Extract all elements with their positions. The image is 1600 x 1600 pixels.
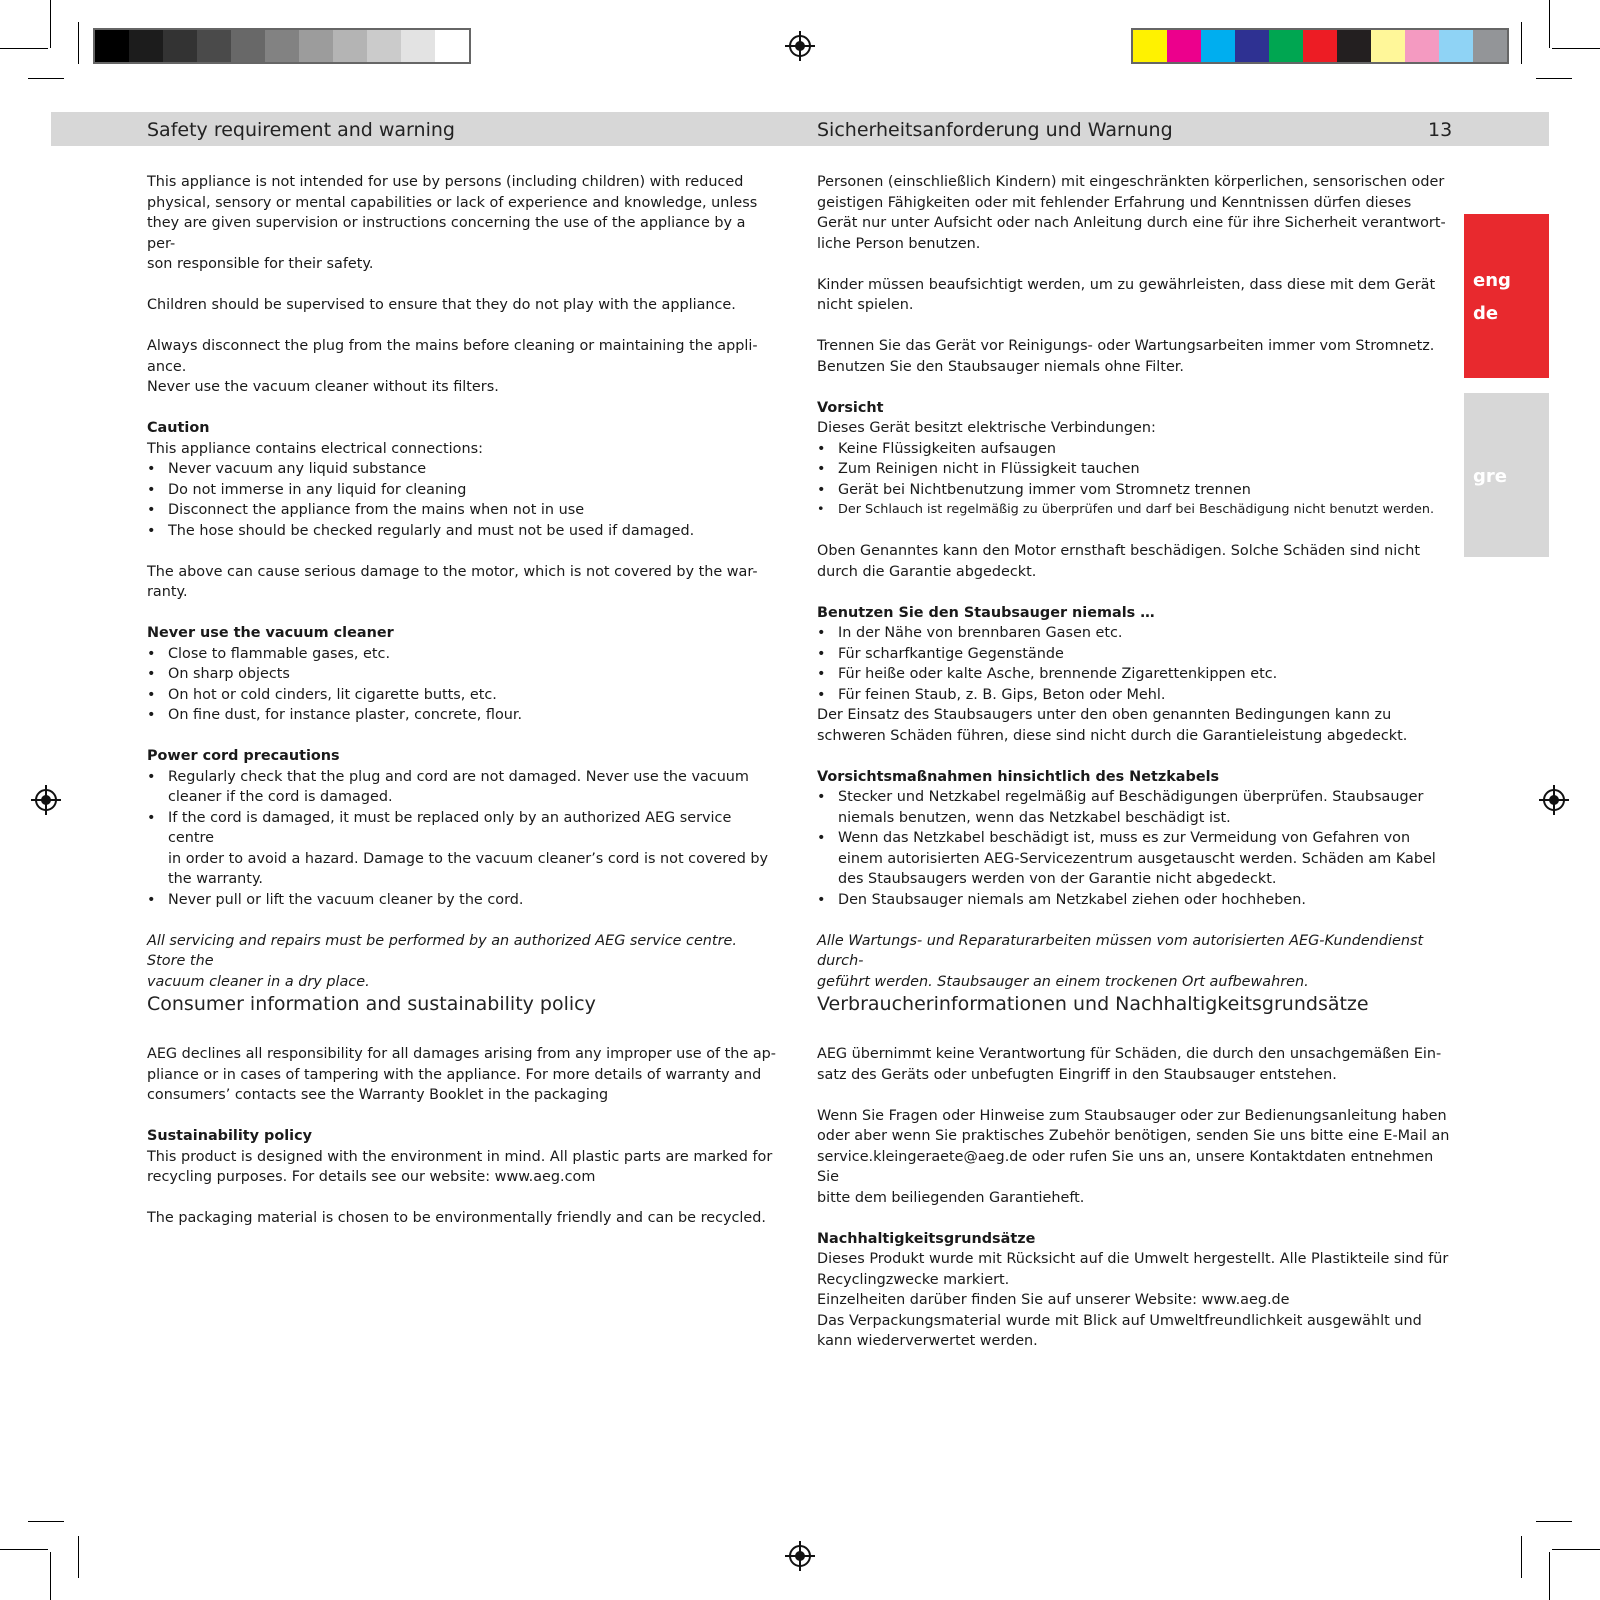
power-cord-heading: Power cord precautions: [147, 748, 340, 764]
text-line: The packaging material is chosen to be environmentally friendly and can be recycled.: [147, 1210, 766, 1226]
service-note: geführt werden. Staubsauger an einem trockenen Ort aufbewahren.: [817, 973, 1309, 990]
text-line: Always disconnect the plug from the mains before cleaning or maintaining the appli-: [147, 338, 758, 354]
color-swatch: [265, 30, 299, 62]
caution-heading: Vorsicht: [817, 399, 884, 416]
german-consumer-column: [817, 1044, 1457, 1352]
list-item: • Keine Flüssigkeiten aufsaugen: [817, 440, 1057, 457]
consumer-section-title-english: Consumer information and sustainability policy: [147, 993, 596, 1015]
list-item: • On fine dust, for instance plaster, concrete, flour.: [147, 707, 523, 723]
text-line: physical, sensory or mental capabilities or lack of experience and knowledge, unless: [147, 194, 758, 211]
registration-mark-icon: [35, 789, 57, 811]
color-swatch: [1439, 30, 1473, 62]
text-line: The above can cause serious damage to the motor, which is not covered by the war-: [147, 563, 758, 580]
crop-mark: [28, 78, 64, 79]
list-item: • Den Staubsauger niemals am Netzkabel ziehen oder hochheben.: [817, 891, 1306, 908]
text-line: Children should be supervised to ensure that they do not play with the appliance.: [147, 297, 736, 313]
language-label-de: de: [1473, 303, 1499, 324]
crop-mark: [28, 1521, 64, 1522]
text-line: AEG übernimmt keine Verantwortung für Schäden, die durch den unsachgemäßen Ein-: [817, 1046, 1442, 1062]
crop-mark: [78, 22, 79, 64]
crop-mark: [1521, 22, 1522, 64]
crop-mark: [1536, 1521, 1572, 1522]
color-swatch: [1133, 30, 1167, 62]
list-item: • Disconnect the appliance from the mains when not in use: [147, 502, 585, 518]
crop-mark: [78, 1536, 79, 1578]
color-swatch: [401, 30, 435, 62]
language-tab-active: [1464, 214, 1549, 378]
text-line: Benutzen Sie den Staubsauger niemals ohne Filter.: [817, 358, 1184, 375]
text-line: Never use the vacuum cleaner without its filters.: [147, 379, 499, 395]
power-cord-heading: Vorsichtsmaßnahmen hinsichtlich des Netzkabels: [817, 768, 1220, 785]
text-line: Dieses Gerät besitzt elektrische Verbindungen:: [817, 420, 1156, 436]
color-swatch: [1201, 30, 1235, 62]
color-swatch: [163, 30, 197, 62]
grayscale-color-bar: [93, 28, 471, 64]
color-swatch: [231, 30, 265, 62]
page-number: 13: [1428, 119, 1453, 141]
list-item: • On hot or cold cinders, lit cigarette butts, etc.: [147, 686, 497, 703]
text-line: pliance or in cases of tampering with the appliance. For more details of warranty and: [147, 1066, 762, 1083]
crop-mark: [0, 1549, 48, 1550]
text-line: Recyclingzwecke markiert.: [817, 1271, 1010, 1288]
text-line: Personen (einschließlich Kindern) mit eingeschränkten körperlichen, sensorischen oder: [817, 174, 1445, 190]
text-line: liche Person benutzen.: [817, 235, 981, 252]
color-swatch: [1473, 30, 1507, 62]
text-line: satz des Geräts oder unbefugten Eingriff in den Staubsauger entstehen.: [817, 1066, 1337, 1083]
text-line: Einzelheiten darüber finden Sie auf unserer Website: www.aeg.de: [817, 1292, 1290, 1308]
text-line: Oben Genanntes kann den Motor ernsthaft beschädigen. Solche Schäden sind nicht: [817, 543, 1420, 559]
service-note: Alle Wartungs- und Reparaturarbeiten müssen vom autorisierten AEG-Kundendienst durch-: [817, 932, 1424, 969]
crop-mark: [1536, 78, 1572, 79]
color-swatch: [435, 30, 469, 62]
crop-mark: [1552, 1549, 1600, 1550]
color-swatch: [299, 30, 333, 62]
process-color-bar: [1131, 28, 1509, 64]
english-consumer-column: [147, 1044, 777, 1229]
text-line: ance.: [147, 358, 187, 375]
list-item: • Regularly check that the plug and cord are not damaged. Never use the vacuum cleaner if the cord is damaged.: [147, 768, 749, 805]
crop-mark: [1521, 1536, 1522, 1578]
crop-mark: [50, 1552, 51, 1600]
crop-mark: [0, 48, 48, 49]
text-line: Wenn Sie Fragen oder Hinweise zum Staubsauger oder zur Bedienungsanleitung haben: [817, 1107, 1447, 1124]
text-line: This product is designed with the environment in mind. All plastic parts are marked for: [147, 1148, 773, 1165]
text-line: kann wiederverwertet werden.: [817, 1333, 1038, 1349]
list-item: • Für feinen Staub, z. B. Gips, Beton oder Mehl.: [817, 686, 1166, 703]
list-item: • On sharp objects: [147, 666, 290, 682]
color-swatch: [1167, 30, 1201, 62]
text-line: they are given supervision or instructions concerning the use of the appliance by a per-: [147, 215, 746, 252]
color-swatch: [333, 30, 367, 62]
color-swatch: [1235, 30, 1269, 62]
text-line: oder aber wenn Sie praktisches Zubehör benötigen, senden Sie uns bitte eine E-Mail an: [817, 1128, 1450, 1144]
color-swatch: [129, 30, 163, 62]
header-title-german: Sicherheitsanforderung und Warnung: [817, 119, 1173, 141]
text-line: Kinder müssen beaufsichtigt werden, um zu gewährleisten, dass diese mit dem Gerät: [817, 276, 1436, 293]
caution-heading: Caution: [147, 420, 210, 436]
color-swatch: [1269, 30, 1303, 62]
language-label-eng: eng: [1473, 270, 1511, 291]
sustainability-heading: Sustainability policy: [147, 1128, 312, 1144]
text-line: ranty.: [147, 584, 188, 600]
list-item: • Für heiße oder kalte Asche, brennende Zigarettenkippen etc.: [817, 666, 1278, 682]
text-line: This appliance contains electrical connections:: [147, 440, 483, 457]
color-swatch: [1371, 30, 1405, 62]
text-line: AEG declines all responsibility for all damages arising from any improper use of the ap-: [147, 1046, 776, 1062]
color-swatch: [95, 30, 129, 62]
service-note: All servicing and repairs must be performed by an authorized AEG service centre. Store the: [147, 932, 737, 969]
list-item: • Stecker und Netzkabel regelmäßig auf Beschädigungen überprüfen. Staubsauger niemals benutzen, wenn das Netzkabel beschädigt ist.: [817, 789, 1424, 826]
text-line: Gerät nur unter Aufsicht oder nach Anleitung durch eine für ihre Sicherheit verantwort-: [817, 215, 1446, 231]
list-item: • Für scharfkantige Gegenstände: [817, 645, 1064, 662]
crop-mark: [50, 0, 51, 48]
text-line: durch die Garantie abgedeckt.: [817, 563, 1037, 580]
text-line: service.kleingeraete@aeg.de oder rufen Sie uns an, unsere Kontaktdaten entnehmen Sie: [817, 1148, 1434, 1185]
text-line: geistigen Fähigkeiten oder mit fehlender Erfahrung und Kenntnissen dürfen dieses: [817, 194, 1412, 211]
color-swatch: [367, 30, 401, 62]
text-line: This appliance is not intended for use by persons (including children) with reduced: [147, 174, 744, 190]
never-use-heading: Never use the vacuum cleaner: [147, 625, 394, 641]
list-item: • Wenn das Netzkabel beschädigt ist, muss es zur Vermeidung von Gefahren von einem autorisierten AEG-Servicezentrum ausgetauscht werden. Schäden am Kabel des Staubsaugers werden von der Garantie nicht abgedeckt.: [817, 830, 1436, 887]
color-swatch: [197, 30, 231, 62]
list-item: • Der Schlauch ist regelmäßig zu überprüfen und darf bei Beschädigung nicht benutzt werden.: [817, 502, 1435, 517]
service-note: vacuum cleaner in a dry place.: [147, 973, 370, 990]
registration-mark-icon: [1543, 789, 1565, 811]
list-item: • In der Nähe von brennbaren Gasen etc.: [817, 625, 1123, 641]
color-swatch: [1303, 30, 1337, 62]
text-line: bitte dem beiliegenden Garantieheft.: [817, 1189, 1085, 1206]
german-safety-column: [817, 172, 1457, 992]
list-item: • Do not immerse in any liquid for cleaning: [147, 481, 467, 498]
text-line: son responsible for their safety.: [147, 256, 374, 272]
color-swatch: [1337, 30, 1371, 62]
consumer-section-title-german: Verbraucherinformationen und Nachhaltigkeitsgrundsätze: [817, 993, 1369, 1015]
list-item: • If the cord is damaged, it must be replaced only by an authorized AEG service centre in order to avoid a hazard. Damage to the vacuum cleaner’s cord is not covered by the warranty.: [147, 809, 769, 887]
never-use-heading: Benutzen Sie den Staubsauger niemals …: [817, 604, 1155, 621]
list-item: • Never vacuum any liquid substance: [147, 461, 427, 477]
list-item: • Zum Reinigen nicht in Flüssigkeit tauchen: [817, 461, 1140, 477]
text-line: nicht spielen.: [817, 297, 914, 313]
list-item: • The hose should be checked regularly and must not be used if damaged.: [147, 522, 695, 539]
text-line: Trennen Sie das Gerät vor Reinigungs- oder Wartungsarbeiten immer vom Stromnetz.: [817, 338, 1435, 354]
registration-mark-icon: [789, 35, 811, 57]
text-line: schweren Schäden führen, diese sind nicht durch die Garantieleistung abgedeckt.: [817, 727, 1408, 744]
text-line: consumers’ contacts see the Warranty Booklet in the packaging: [147, 1087, 609, 1103]
sustainability-heading: Nachhaltigkeitsgrundsätze: [817, 1230, 1036, 1247]
registration-mark-icon: [789, 1545, 811, 1567]
text-line: recycling purposes. For details see our website: www.aeg.com: [147, 1169, 596, 1185]
crop-mark: [1549, 1552, 1550, 1600]
english-safety-column: [147, 172, 777, 992]
text-line: Das Verpackungsmaterial wurde mit Blick auf Umweltfreundlichkeit ausgewählt und: [817, 1312, 1422, 1329]
crop-mark: [1549, 0, 1550, 48]
header-title-english: Safety requirement and warning: [147, 119, 455, 141]
text-line: Der Einsatz des Staubsaugers unter den oben genannten Bedingungen kann zu: [817, 707, 1392, 723]
crop-mark: [1552, 48, 1600, 49]
list-item: • Close to flammable gases, etc.: [147, 645, 391, 662]
language-label-gre: gre: [1473, 466, 1507, 487]
color-swatch: [1405, 30, 1439, 62]
text-line: Dieses Produkt wurde mit Rücksicht auf die Umwelt hergestellt. Alle Plastikteile sind für: [817, 1251, 1449, 1267]
list-item: • Gerät bei Nichtbenutzung immer vom Stromnetz trennen: [817, 481, 1251, 498]
list-item: • Never pull or lift the vacuum cleaner by the cord.: [147, 891, 524, 908]
